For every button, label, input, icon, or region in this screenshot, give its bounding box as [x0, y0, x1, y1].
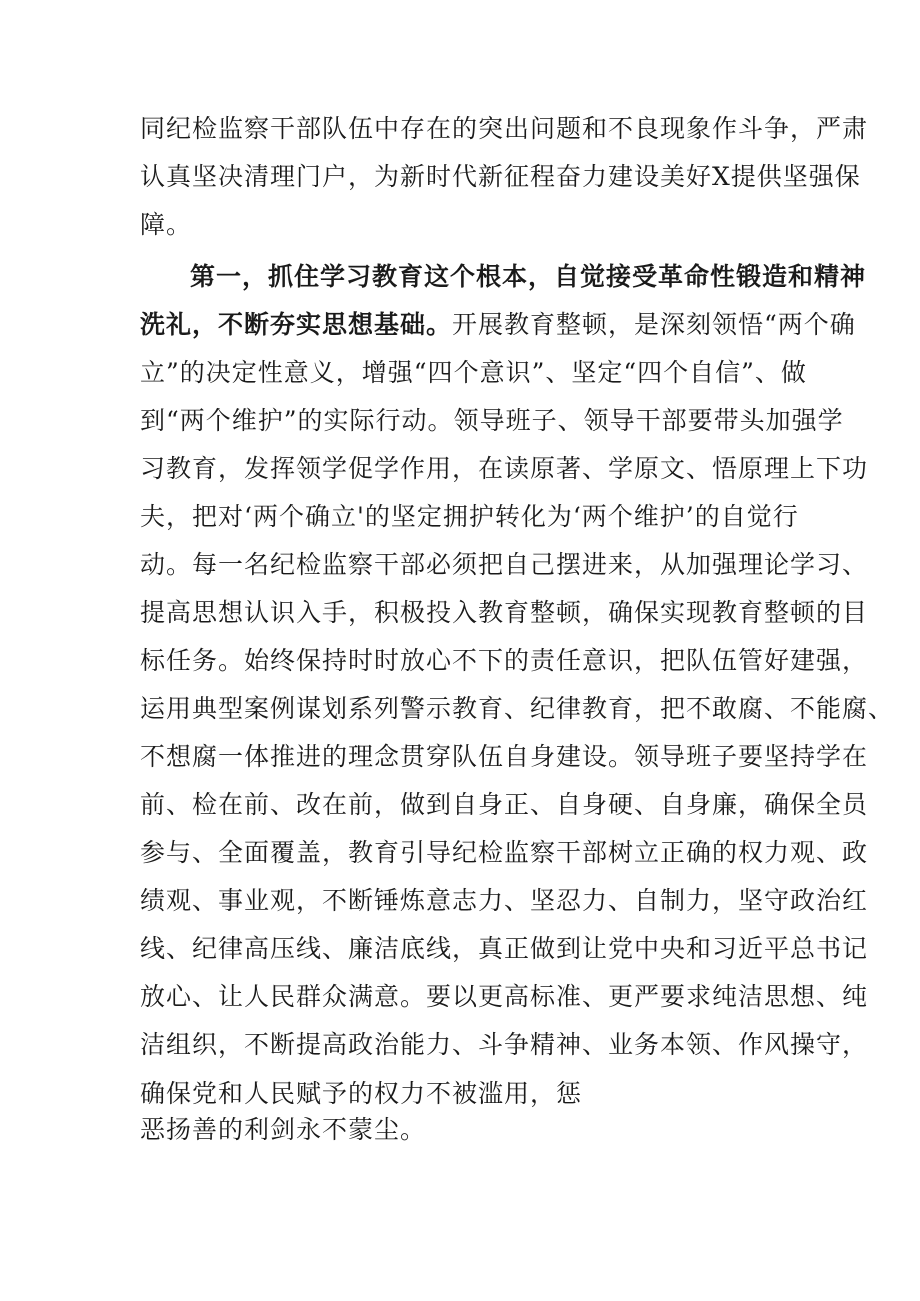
paragraph-line: 运用典型案例谋划系列警示教育、纪律教育，把不敢腐、不能腐、	[140, 694, 895, 723]
paragraph-line: 确保党和人民赋予的权力不被滥用，惩	[140, 1079, 583, 1108]
paragraph-line: 洁组织，不断提高政治能力、斗争精神、业务本领、作风操守，	[140, 1030, 869, 1059]
paragraph-line: 夫，把对‘两个确立'的坚定拥护转化为‘两个维护’的自觉行	[140, 502, 799, 531]
paragraph-line: 障。	[140, 210, 193, 239]
paragraph-line: 认真坚决清理门户，为新时代新征程奋力建设美好X提供坚强保	[140, 162, 861, 191]
paragraph-line: 放心、让人民群众满意。要以更高标准、更严要求纯洁思想、纯	[140, 982, 869, 1011]
paragraph-line: 参与、全面覆盖，教育引导纪检监察干部树立正确的权力观、政	[140, 838, 869, 867]
paragraph-line: 提高思想认识入手，积极投入教育整顿，确保实现教育整顿的目	[140, 598, 869, 627]
paragraph-line: 绩观、事业观，不断锤炼意志力、坚忍力、自制力，坚守政治红	[140, 886, 869, 915]
paragraph-line: 立”的决定性意义，增强“四个意识”、坚定“四个自信”、做	[140, 358, 807, 387]
paragraph-line-mixed	[140, 310, 856, 340]
paragraph-line: 到“两个维护”的实际行动。领导班子、领导干部要带头加强学	[140, 406, 844, 435]
paragraph-line: 恶扬善的利剑永不蒙尘。	[140, 1115, 427, 1144]
paragraph-line: 不想腐一体推进的理念贯穿队伍自身建设。领导班子要坚持学在	[140, 742, 869, 771]
paragraph-line: 线、纪律高压线、廉洁底线，真正做到让党中央和习近平总书记	[140, 934, 869, 963]
paragraph-line: 前、检在前、改在前，做到自身正、自身硬、自身廉，确保全员	[140, 790, 869, 819]
paragraph-line: 动。每一名纪检监察干部必须把自己摆进来，从加强理论学习、	[140, 550, 869, 579]
paragraph-text: 开展教育整顿，是深刻领悟“两个确	[452, 310, 856, 339]
paragraph-line: 习教育，发挥领学促学作用，在读原著、学原文、悟原理上下功	[140, 454, 869, 483]
paragraph-line: 标任务。始终保持时时放心不下的责任意识，把队伍管好建强，	[140, 646, 869, 675]
section-heading-line: 第一，抓住学习教育这个根本，自觉接受革命性锻造和精神	[190, 262, 867, 291]
paragraph-line: 同纪检监察干部队伍中存在的突出问题和不良现象作斗争，严肃	[140, 114, 869, 143]
section-heading-tail: 洗礼，不断夯实思想基础。	[140, 310, 453, 339]
